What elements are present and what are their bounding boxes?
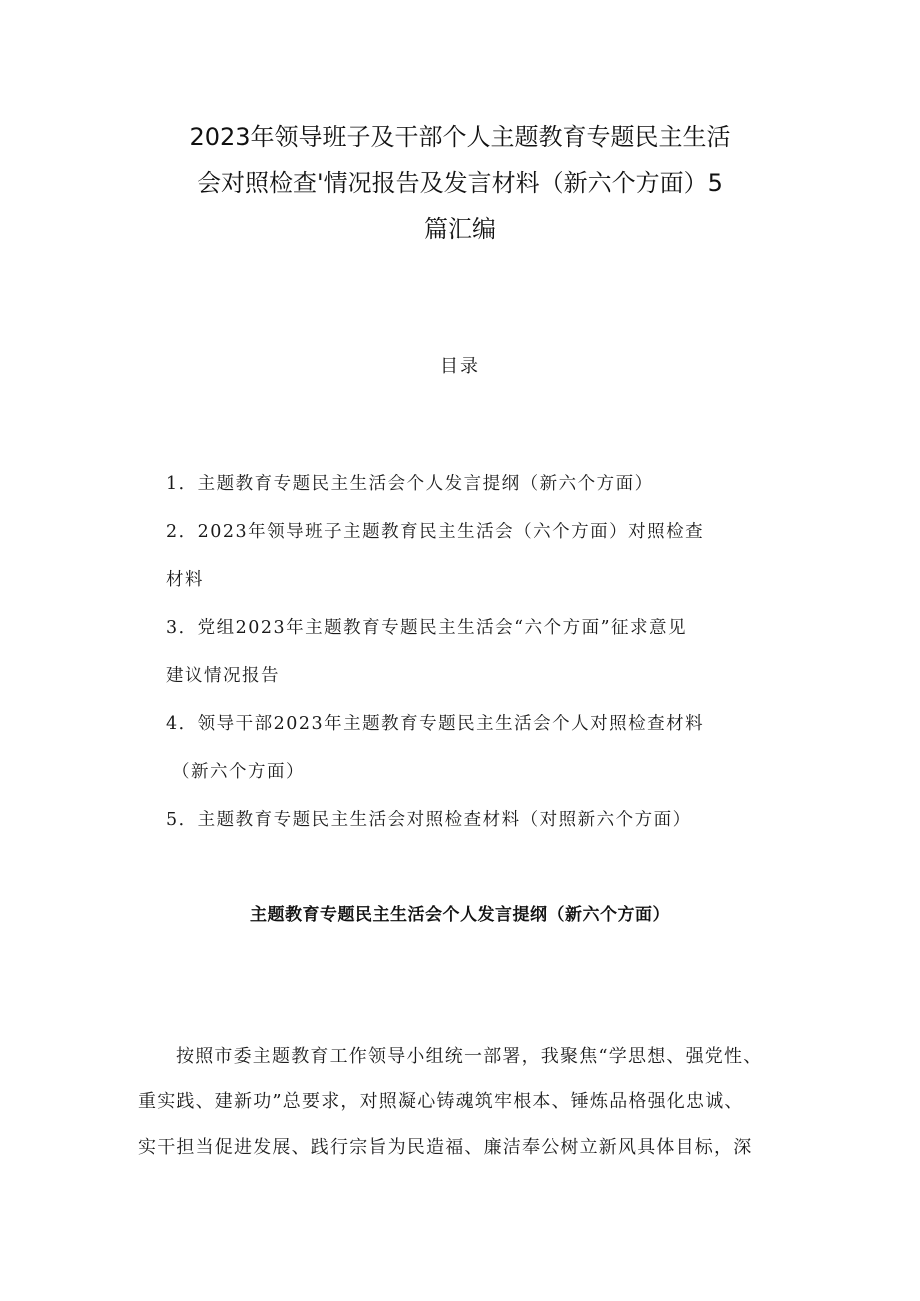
paragraph-line-1: 按照市委主题教育工作领导小组统一部署，我聚焦“学思想、强党性、: [176, 1046, 763, 1067]
paragraph-line-2: 重实践、建新功”总要求，对照凝心铸魂筑牢根本、锤炼品格强化忠诚、: [138, 1091, 744, 1112]
toc-item-4-continued: （新六个方面）: [172, 762, 305, 782]
toc-heading: 目录: [440, 356, 480, 377]
toc-item-5: 5．主题教育专题民主生活会对照检查材料（对照新六个方面）: [166, 810, 692, 830]
toc-item-2-continued: 材料: [166, 570, 204, 590]
title-line-3: 篇汇编: [424, 215, 496, 243]
section-title: 主题教育专题民主生活会个人发言提纲（新六个方面）: [250, 905, 670, 925]
toc-item-4: 4．领导干部2023年主题教育专题民主生活会个人对照检查材料: [166, 714, 705, 734]
toc-item-2: 2．2023年领导班子主题教育民主生活会（六个方面）对照检查: [166, 522, 705, 542]
title-line-1: 2023年领导班子及干部个人主题教育专题民主生活: [189, 123, 731, 151]
title-line-2: 会对照检查'情况报告及发言材料（新六个方面）5: [197, 169, 723, 197]
toc-item-3-continued: 建议情况报告: [166, 666, 280, 686]
document-title: [130, 114, 790, 252]
toc-item-3: 3．党组2023年主题教育专题民主生活会“六个方面”征求意见: [166, 618, 688, 638]
toc-item-1: 1．主题教育专题民主生活会个人发言提纲（新六个方面）: [166, 474, 654, 494]
paragraph-line-3: 实干担当促进发展、践行宗旨为民造福、廉洁奉公树立新风具体目标，深: [138, 1137, 753, 1158]
